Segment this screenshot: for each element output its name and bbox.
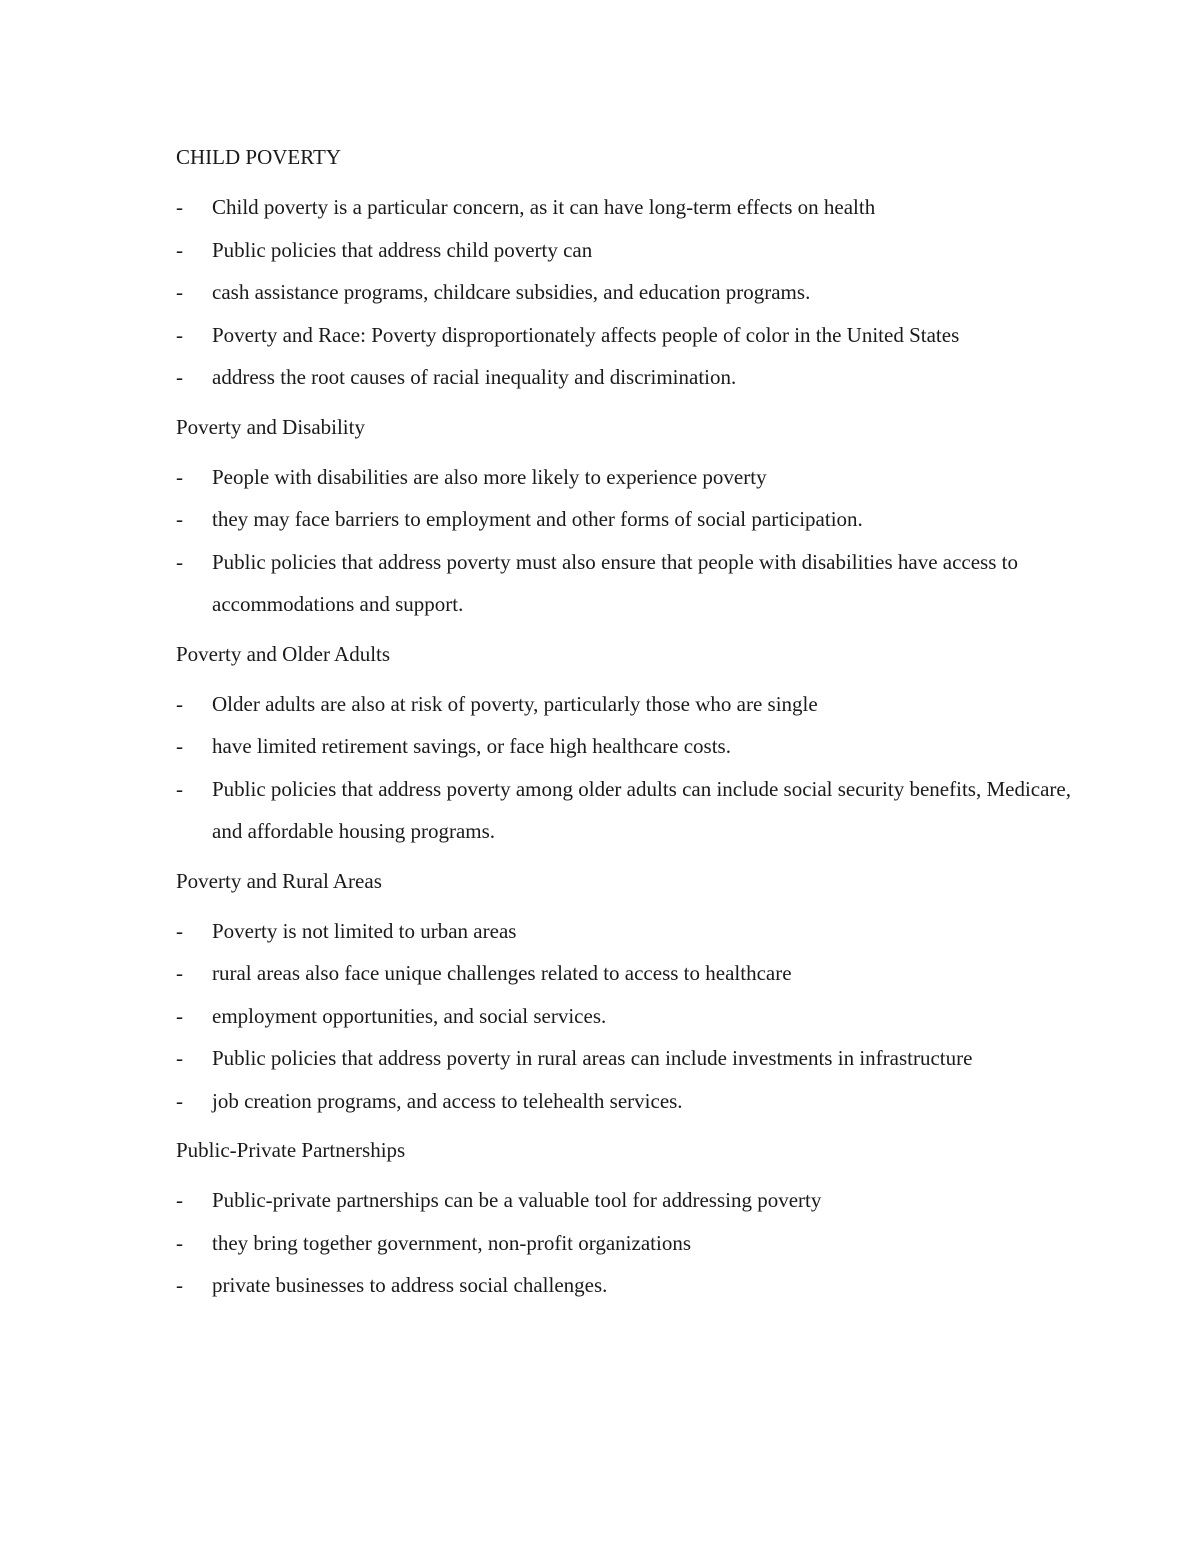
item-text: Public-private partnerships can be a valuable tool for addressing poverty	[212, 1188, 822, 1212]
item-text: they may face barriers to employment and other forms of social participation.	[212, 507, 863, 531]
section-heading: CHILD POVERTY	[176, 145, 341, 169]
list-item	[176, 229, 1076, 272]
item-text: Public policies that address child poverty can	[212, 237, 593, 262]
list-item	[176, 768, 1076, 853]
item-text: employment opportunities, and social services.	[212, 1003, 607, 1028]
section-heading: Poverty and Rural Areas	[176, 868, 382, 893]
list-item	[176, 456, 1076, 499]
dash-bullet: -	[176, 464, 183, 489]
bullet-list	[176, 1179, 1076, 1307]
item-text: Poverty is not limited to urban areas	[212, 918, 517, 943]
dash-bullet: -	[176, 549, 183, 574]
item-text: Public policies that address poverty must also ensure that people with disabilities have access to accommodations and support.	[212, 549, 1018, 616]
list-item	[176, 314, 1076, 357]
dash-bullet: -	[176, 1046, 183, 1070]
bullet-list	[176, 683, 1076, 853]
dash-bullet: -	[176, 1230, 183, 1255]
item-text: rural areas also face unique challenges related to access to healthcare	[212, 961, 792, 985]
item-text: they bring together government, non-profit organizations	[212, 1230, 691, 1255]
item-text: have limited retirement savings, or face high healthcare costs.	[212, 734, 731, 758]
list-item	[176, 952, 1076, 995]
list-item	[176, 1080, 1076, 1123]
section-public-private-partnerships	[176, 1136, 1076, 1307]
dash-bullet: -	[176, 961, 183, 985]
list-item	[176, 498, 1076, 541]
section-heading: Poverty and Older Adults	[176, 641, 391, 666]
list-item	[176, 1222, 1076, 1265]
list-item	[176, 1179, 1076, 1222]
dash-bullet: -	[176, 1273, 183, 1297]
dash-bullet: -	[176, 507, 183, 531]
list-item	[176, 271, 1076, 314]
item-text: Poverty and Race: Poverty disproportionately affects people of color in the United States	[212, 322, 960, 347]
dash-bullet: -	[176, 195, 183, 219]
list-item	[176, 1037, 1076, 1080]
bullet-list	[176, 456, 1076, 626]
document-body	[176, 143, 1076, 1307]
dash-bullet: -	[176, 1188, 183, 1212]
item-text: Public policies that address poverty among older adults can include social security benefits, Medicare, and affordable housing programs.	[212, 776, 1071, 843]
section-poverty-and-disability	[176, 413, 1076, 626]
list-item	[176, 995, 1076, 1038]
dash-bullet: -	[176, 1088, 183, 1113]
list-item	[176, 186, 1076, 229]
dash-bullet: -	[176, 1003, 183, 1028]
list-item	[176, 356, 1076, 399]
dash-bullet: -	[176, 734, 183, 758]
section-heading: Poverty and Disability	[176, 414, 365, 439]
section-heading: Public-Private Partnerships	[176, 1138, 406, 1162]
list-item	[176, 910, 1076, 953]
dash-bullet: -	[176, 691, 183, 716]
item-text: cash assistance programs, childcare subsidies, and education programs.	[212, 280, 811, 304]
section-poverty-and-older-adults	[176, 640, 1076, 853]
dash-bullet: -	[176, 918, 183, 943]
section-poverty-and-rural-areas	[176, 867, 1076, 1123]
list-item	[176, 683, 1076, 726]
list-item	[176, 1264, 1076, 1307]
section-child-poverty	[176, 143, 1076, 399]
item-text: job creation programs, and access to telehealth services.	[212, 1088, 683, 1113]
bullet-list	[176, 186, 1076, 399]
bullet-list	[176, 910, 1076, 1123]
item-text: private businesses to address social challenges.	[212, 1273, 608, 1297]
list-item	[176, 541, 1076, 626]
dash-bullet: -	[176, 776, 183, 801]
dash-bullet: -	[176, 322, 183, 347]
item-text: address the root causes of racial inequality and discrimination.	[212, 365, 737, 389]
item-text: Public policies that address poverty in rural areas can include investments in infrastructure	[212, 1046, 973, 1070]
dash-bullet: -	[176, 237, 183, 262]
item-text: Older adults are also at risk of poverty, particularly those who are single	[212, 691, 818, 716]
dash-bullet: -	[176, 280, 183, 304]
item-text: Child poverty is a particular concern, as it can have long-term effects on health	[212, 195, 876, 219]
item-text: People with disabilities are also more likely to experience poverty	[212, 464, 767, 489]
list-item	[176, 725, 1076, 768]
dash-bullet: -	[176, 365, 183, 389]
